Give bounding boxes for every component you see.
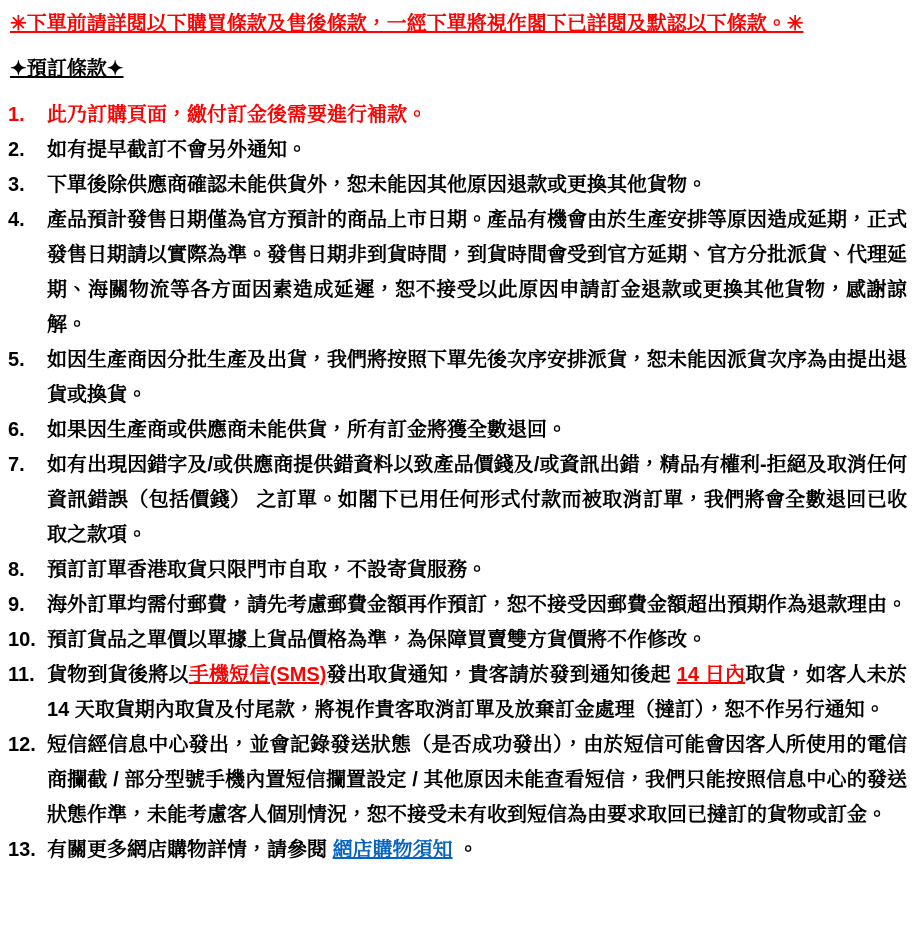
term-text-segment: 此乃訂購頁面，繳付訂金後需要進行補款。 xyxy=(47,104,427,126)
term-number: 9. xyxy=(8,594,25,616)
term-number: 1. xyxy=(8,104,25,126)
term-number: 8. xyxy=(8,559,25,581)
term-number: 10. xyxy=(8,629,36,651)
term-text-segment: 海外訂單均需付郵費，請先考慮郵費金額再作預訂，恕不接受因郵費金額超出預期作為退款理由。 xyxy=(47,594,907,616)
term-item-5 xyxy=(8,343,907,413)
shop-guide-link[interactable]: 網店購物須知 xyxy=(332,839,453,861)
term-text xyxy=(47,623,907,658)
term-text xyxy=(47,98,907,133)
term-text xyxy=(47,343,907,413)
term-text-segment: 貨物到貨後將以 xyxy=(47,664,189,686)
term-number: 13. xyxy=(8,839,36,861)
term-item-12 xyxy=(8,728,907,833)
term-text-segment: 取貨，如客人未於 14 天取貨期內取貨及付尾款，將視作貴客取消訂單及放棄訂金處理（撻訂），恕不作另行通知。 xyxy=(47,664,908,721)
section-header-preorder-terms: ✦預訂條款✦ xyxy=(10,58,124,80)
term-item-7 xyxy=(8,448,907,553)
term-item-1 xyxy=(8,98,907,133)
term-number: 6. xyxy=(8,419,25,441)
term-text xyxy=(47,133,907,168)
term-number: 3. xyxy=(8,174,25,196)
term-text-segment: 。 xyxy=(452,839,479,861)
term-item-3 xyxy=(8,168,907,203)
term-text-segment: 14 日內 xyxy=(676,664,746,686)
term-text-segment: 預訂訂單香港取貨只限門市自取，不設寄貨服務。 xyxy=(47,559,487,581)
term-text xyxy=(47,728,907,833)
terms-list xyxy=(8,98,907,868)
term-item-2 xyxy=(8,133,907,168)
term-text-segment: 手機短信(SMS) xyxy=(188,664,327,686)
term-text xyxy=(47,413,907,448)
page-title: ✳下單前請詳閱以下購買條款及售後條款，一經下單將視作閣下已詳閱及默認以下條款。✳ xyxy=(10,13,804,35)
term-text-segment: 如因生產商因分批生產及出貨，我們將按照下單先後次序安排派貨，恕未能因派貨次序為由提出退貨或換貨。 xyxy=(47,349,907,406)
term-text xyxy=(47,553,907,588)
term-item-6 xyxy=(8,413,907,448)
term-text-segment: 發出取貨通知，貴客請於發到通知後起 xyxy=(326,664,677,686)
term-text-segment: 短信經信息中心發出，並會記錄發送狀態（是否成功發出），由於短信可能會因客人所使用的電信商攔截 / 部分型號手機內置短信攔置設定 / 其他原因未能查看短信，我們只能按照信息中心的發送狀態作準，未能考慮客人個別情況，恕不接受未有收到短信為由要求取回已撻訂的貨物或訂金。 xyxy=(47,734,907,826)
term-number: 4. xyxy=(8,209,25,231)
term-item-4 xyxy=(8,203,907,343)
term-number: 2. xyxy=(8,139,25,161)
term-item-11 xyxy=(8,658,907,728)
term-text-segment: 產品預計發售日期僅為官方預計的商品上市日期。產品有機會由於生產安排等原因造成延期，正式發售日期請以實際為準。發售日期非到貨時間，到貨時間會受到官方延期、官方分批派貨、代理延期、海關物流等各方面因素造成延遲，恕不接受以此原因申請訂金退款或更換其他貨物，感謝諒解。 xyxy=(47,209,907,336)
term-number: 11. xyxy=(8,664,35,686)
term-text xyxy=(47,588,907,623)
term-text-segment: 下單後除供應商確認未能供貨外，恕未能因其他原因退款或更換其他貨物。 xyxy=(47,174,707,196)
term-text-segment: 有關更多網店購物詳情，請參閱 xyxy=(47,839,333,861)
term-text xyxy=(47,833,907,868)
term-item-10 xyxy=(8,623,907,658)
term-text xyxy=(47,203,907,343)
term-text xyxy=(47,448,907,553)
term-text-segment: 如果因生產商或供應商未能供貨，所有訂金將獲全數退回。 xyxy=(47,419,567,441)
term-number: 5. xyxy=(8,349,25,371)
term-item-13 xyxy=(8,833,907,868)
term-number: 7. xyxy=(8,454,25,476)
term-text xyxy=(47,658,907,728)
term-number: 12. xyxy=(8,734,36,756)
term-item-9 xyxy=(8,588,907,623)
term-text-segment: 如有出現因錯字及/或供應商提供錯資料以致產品價錢及/或資訊出錯，精品有權利-拒絕及取消任何資訊錯誤（包括價錢） 之訂單。如閣下已用任何形式付款而被取消訂單，我們將會全數退回已收取之款項。 xyxy=(47,454,907,546)
term-text-segment: 如有提早截訂不會另外通知。 xyxy=(47,139,307,161)
term-text xyxy=(47,168,907,203)
term-item-8 xyxy=(8,553,907,588)
term-text-segment: 預訂貨品之單價以單據上貨品價格為準，為保障買賣雙方貨價將不作修改。 xyxy=(47,629,707,651)
